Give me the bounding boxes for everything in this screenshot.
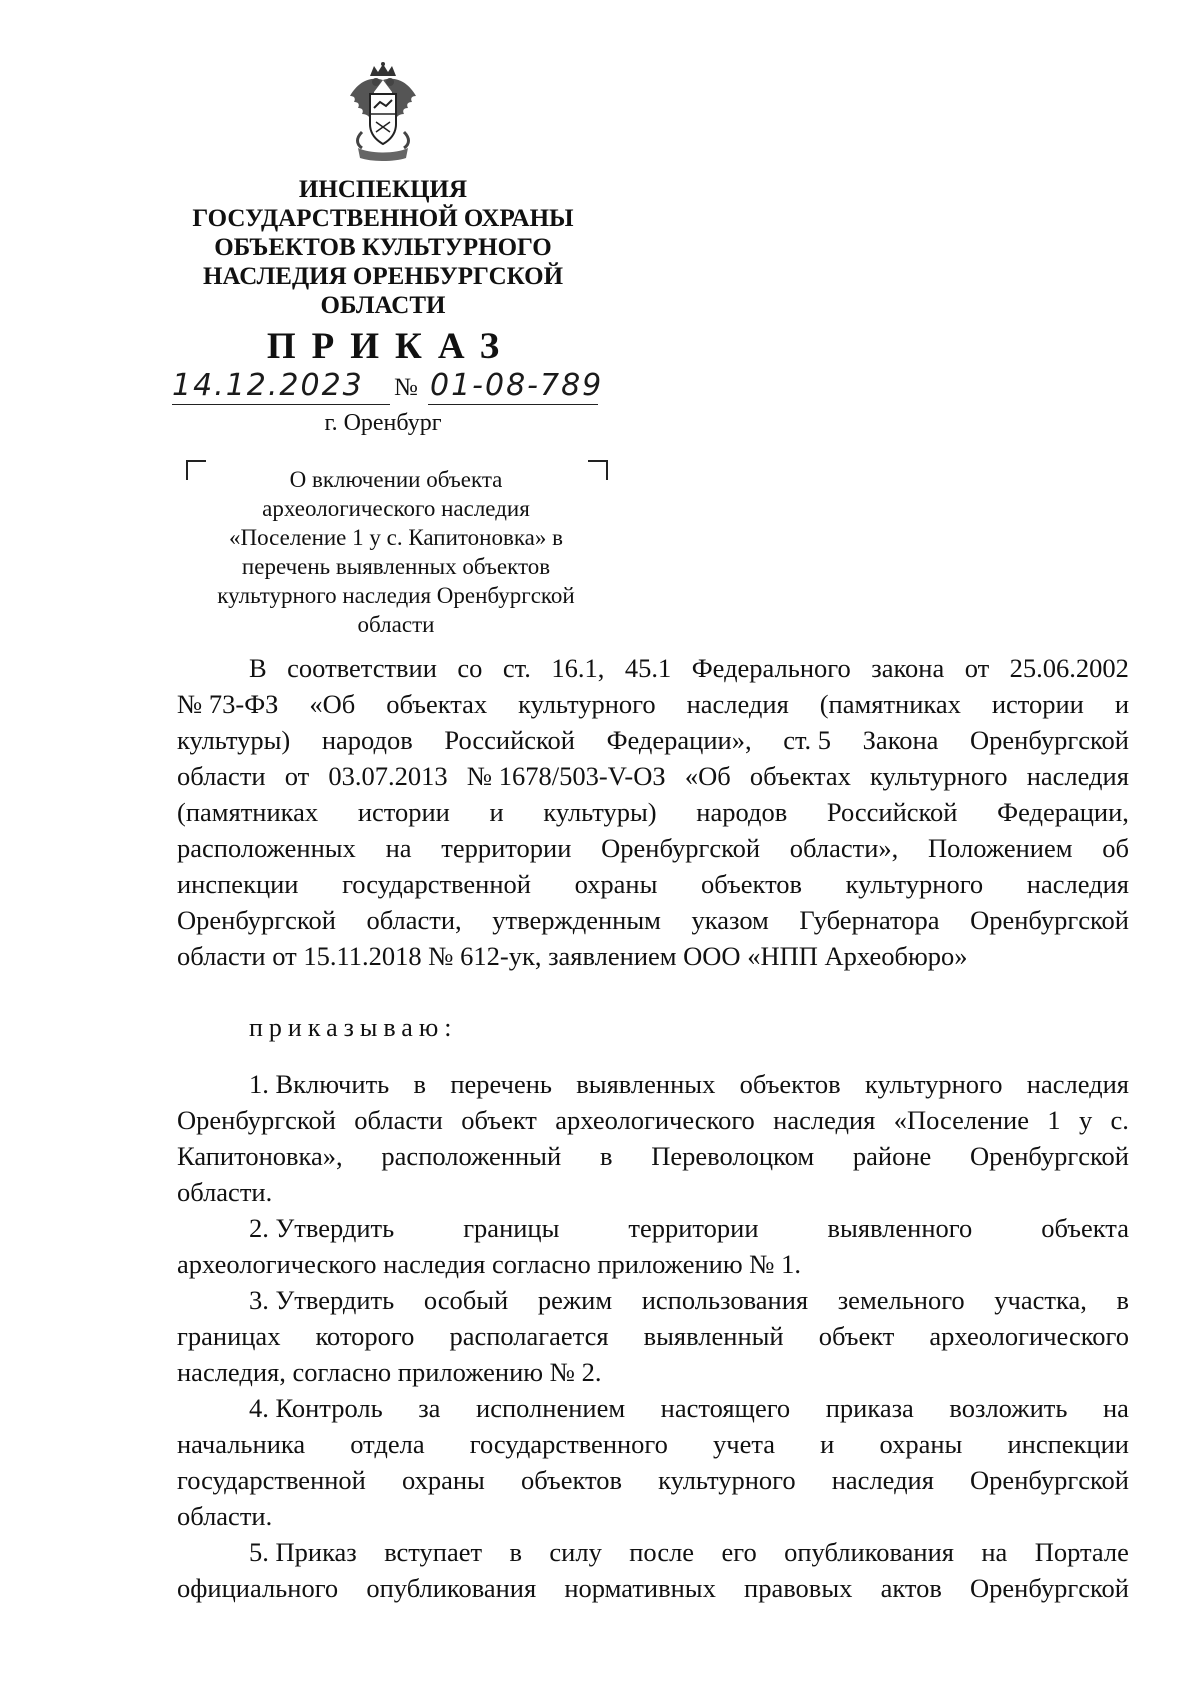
- word: на: [385, 833, 412, 863]
- word: 4. Контроль: [249, 1393, 383, 1423]
- word: 45.1: [624, 653, 672, 683]
- word: актов: [880, 1573, 942, 1603]
- word: Портале: [1034, 1537, 1129, 1567]
- word: государственной: [177, 1465, 366, 1495]
- word: в: [599, 1141, 613, 1171]
- word: опубликования: [366, 1573, 537, 1603]
- word: ст. 5: [783, 725, 832, 755]
- word: области.: [177, 1177, 273, 1207]
- agency-name-line: НАСЛЕДИЯ ОРЕНБУРГСКОЙ: [202, 263, 564, 290]
- order-item: [177, 1390, 1129, 1534]
- word: культурного: [845, 869, 984, 899]
- word: учета: [713, 1429, 776, 1459]
- word: и: [1114, 689, 1129, 719]
- text-line: [177, 1318, 1129, 1354]
- word: Оренбургской: [970, 1573, 1129, 1603]
- word: области: [354, 1105, 443, 1135]
- number-sign: №: [394, 374, 418, 401]
- word: на: [981, 1537, 1008, 1567]
- word: инспекции: [1007, 1429, 1129, 1459]
- subject-line: перечень выявленных объектов: [241, 554, 551, 579]
- word: «Поселение: [893, 1105, 1029, 1135]
- word: 25.06.2002: [1009, 653, 1129, 683]
- word: которого: [315, 1321, 415, 1351]
- text-line: [177, 758, 1129, 794]
- text-line: [177, 902, 1129, 938]
- word: Российской: [826, 797, 958, 827]
- document-number: 01-08-789: [430, 368, 604, 403]
- word: (памятниках: [177, 797, 319, 827]
- word: выявленный: [643, 1321, 784, 1351]
- word: 16.1,: [551, 653, 605, 683]
- word: (памятниках: [819, 689, 961, 719]
- word: Оренбургской: [601, 833, 761, 863]
- word: 03.07.2013: [328, 761, 448, 791]
- word: культурного: [870, 761, 1008, 791]
- order-item: [177, 1282, 1129, 1390]
- word: районе: [852, 1141, 932, 1171]
- word: Капитоновка»,: [177, 1141, 343, 1171]
- preamble-paragraph: [177, 650, 1129, 974]
- word: его: [721, 1537, 757, 1567]
- word: культуры): [177, 725, 291, 755]
- word: Федерации,: [997, 797, 1129, 827]
- word: объектах: [386, 689, 488, 719]
- order-item: [177, 1066, 1129, 1210]
- word: границы: [463, 1213, 560, 1243]
- agency-name: [150, 175, 616, 320]
- date-underline: [172, 404, 390, 405]
- word: истории: [991, 689, 1084, 719]
- subject-line: области: [357, 612, 435, 637]
- word: наследия: [773, 1105, 876, 1135]
- word: области: [177, 761, 266, 791]
- word: с.: [1110, 1105, 1129, 1135]
- word: об: [1102, 833, 1129, 863]
- word: 1: [1047, 1105, 1061, 1135]
- word: № 1678/503-V-ОЗ: [466, 761, 666, 791]
- text-line: [177, 866, 1129, 902]
- word: Оренбургской: [177, 1105, 336, 1135]
- word: Российской: [444, 725, 575, 755]
- word: объект: [818, 1321, 895, 1351]
- word: официального: [177, 1573, 339, 1603]
- word: Оренбургской: [970, 905, 1129, 935]
- word: Губернатора: [799, 905, 940, 935]
- word: культурного: [518, 689, 656, 719]
- word: настоящего: [660, 1393, 791, 1423]
- word: археологического: [555, 1105, 755, 1135]
- number-underline: [428, 404, 598, 405]
- word: Оренбургской: [970, 725, 1129, 755]
- word: Закона: [862, 725, 939, 755]
- word: Оренбургской: [970, 1465, 1129, 1495]
- word: приказа: [825, 1393, 914, 1423]
- word: области»,: [789, 833, 899, 863]
- word: объекта: [1041, 1213, 1129, 1243]
- word: объектов: [739, 1069, 841, 1099]
- word: государственной: [342, 869, 531, 899]
- word: у: [1078, 1105, 1093, 1135]
- document-city: г. Оренбург: [324, 410, 442, 436]
- word: нормативных: [564, 1573, 716, 1603]
- word: Оренбургской: [970, 1141, 1129, 1171]
- word: на: [1102, 1393, 1129, 1423]
- word: территории: [441, 833, 572, 863]
- word: границах: [177, 1321, 281, 1351]
- word: выявленного: [827, 1213, 973, 1243]
- word: территории: [628, 1213, 759, 1243]
- word: объектов: [520, 1465, 622, 1495]
- word: археологического: [929, 1321, 1129, 1351]
- subject-line: археологического наследия: [262, 496, 530, 521]
- text-line: [177, 1426, 1129, 1462]
- word: соответствии: [287, 653, 437, 683]
- text-line: [177, 1246, 1129, 1282]
- order-item: [177, 1534, 1129, 1606]
- word: в: [509, 1537, 522, 1567]
- document-date: 14.12.2023: [172, 368, 364, 403]
- word: «Об: [684, 761, 731, 791]
- word: культуры): [543, 797, 657, 827]
- text-line: [177, 1210, 1129, 1246]
- word: расположенный: [381, 1141, 562, 1171]
- text-line: [177, 722, 1129, 758]
- word: объектах: [749, 761, 851, 791]
- text-line: [177, 1570, 1129, 1606]
- word: начальника: [177, 1429, 306, 1459]
- word: Положением: [928, 833, 1073, 863]
- order-word: приказываю:: [249, 1013, 458, 1042]
- subject-line: «Поселение 1 у с. Капитоновка» в: [229, 525, 563, 550]
- word: области,: [366, 905, 462, 935]
- word: наследия: [1026, 869, 1129, 899]
- word: истории: [357, 797, 450, 827]
- text-line: [177, 1390, 1129, 1426]
- word: В: [249, 653, 267, 683]
- word: в: [413, 1069, 427, 1099]
- word: археологического наследия согласно приложению № 1.: [177, 1249, 802, 1279]
- word: режим: [537, 1285, 613, 1315]
- word: опубликования: [784, 1537, 954, 1567]
- word: «Об: [309, 689, 356, 719]
- word: инспекции: [177, 869, 299, 899]
- word: охраны: [401, 1465, 485, 1495]
- text-line: [177, 938, 1129, 974]
- word: Оренбургской: [177, 905, 336, 935]
- word: наследия: [831, 1465, 934, 1495]
- date-number-line: [172, 368, 612, 408]
- word: силу: [549, 1537, 602, 1567]
- text-line: [177, 686, 1129, 722]
- word: расположенных: [177, 833, 356, 863]
- word: располагается: [449, 1321, 609, 1351]
- word: после: [629, 1537, 695, 1567]
- word: области.: [177, 1501, 273, 1531]
- text-line: [177, 794, 1129, 830]
- word: Федерации»,: [606, 725, 752, 755]
- word: использования: [641, 1285, 809, 1315]
- word: объектов: [701, 869, 803, 899]
- word: объект: [461, 1105, 537, 1135]
- agency-name-line: ОБЪЕКТОВ КУЛЬТУРНОГО: [214, 234, 552, 261]
- word: наследия: [1026, 761, 1129, 791]
- order-items: [177, 1066, 1129, 1606]
- word: и: [489, 797, 504, 827]
- word: правовых: [744, 1573, 853, 1603]
- word: народов: [321, 725, 413, 755]
- document-type-title: ПРИКАЗ: [266, 326, 516, 367]
- word: Федерального: [691, 653, 851, 683]
- text-line: [177, 1102, 1129, 1138]
- text-line: [177, 1066, 1129, 1102]
- word: указом: [691, 905, 769, 935]
- word: выявленных: [576, 1069, 716, 1099]
- text-line: [177, 830, 1129, 866]
- agency-name-line: ГОСУДАРСТВЕННОЙ ОХРАНЫ: [192, 205, 574, 232]
- word: охраны: [879, 1429, 963, 1459]
- word: народов: [696, 797, 788, 827]
- agency-name-line: ОБЛАСТИ: [320, 292, 446, 319]
- word: закона: [871, 653, 945, 683]
- word: области от 15.11.2018 № 612-ук, заявлением ООО «НПП Археобюро»: [177, 941, 968, 971]
- word: исполнением: [476, 1393, 626, 1423]
- word: особый: [423, 1285, 509, 1315]
- word: охраны: [574, 869, 658, 899]
- word: и: [820, 1429, 835, 1459]
- order-item: [177, 1210, 1129, 1282]
- word: наследия, согласно приложению № 2.: [177, 1357, 602, 1387]
- text-line: [177, 1498, 1129, 1534]
- document-subject: [186, 465, 606, 639]
- word: наследия: [686, 689, 789, 719]
- text-line: [177, 1138, 1129, 1174]
- word: вступает: [384, 1537, 483, 1567]
- word: возложить: [949, 1393, 1068, 1423]
- word: от: [284, 761, 310, 791]
- subject-line: культурного наследия Оренбургской: [217, 583, 575, 608]
- word: 1. Включить: [249, 1069, 390, 1099]
- word: ст.: [502, 653, 531, 683]
- text-line: [177, 1174, 1129, 1210]
- word: участка,: [994, 1285, 1087, 1315]
- word: культурного: [658, 1465, 796, 1495]
- word: культурного: [864, 1069, 1003, 1099]
- word: от: [964, 653, 990, 683]
- text-line: [177, 1462, 1129, 1498]
- agency-name-line: ИНСПЕКЦИЯ: [298, 176, 468, 203]
- word: в: [1116, 1285, 1129, 1315]
- text-line: [177, 650, 1129, 686]
- word: со: [457, 653, 483, 683]
- word: перечень: [450, 1069, 552, 1099]
- text-line: [177, 1354, 1129, 1390]
- text-line: [177, 1282, 1129, 1318]
- word: 2. Утвердить: [249, 1213, 395, 1243]
- word: земельного: [837, 1285, 965, 1315]
- word: отдела: [350, 1429, 425, 1459]
- word: 3. Утвердить: [249, 1285, 395, 1315]
- word: государственного: [469, 1429, 668, 1459]
- subject-line: О включении объекта: [289, 467, 503, 492]
- word: № 73-ФЗ: [177, 689, 279, 719]
- word: наследия: [1026, 1069, 1129, 1099]
- coat-of-arms-emblem: [340, 62, 426, 162]
- word: за: [418, 1393, 441, 1423]
- word: утвержденным: [492, 905, 661, 935]
- word: Переволоцком: [651, 1141, 815, 1171]
- word: 5. Приказ: [249, 1537, 357, 1567]
- text-line: [177, 1534, 1129, 1570]
